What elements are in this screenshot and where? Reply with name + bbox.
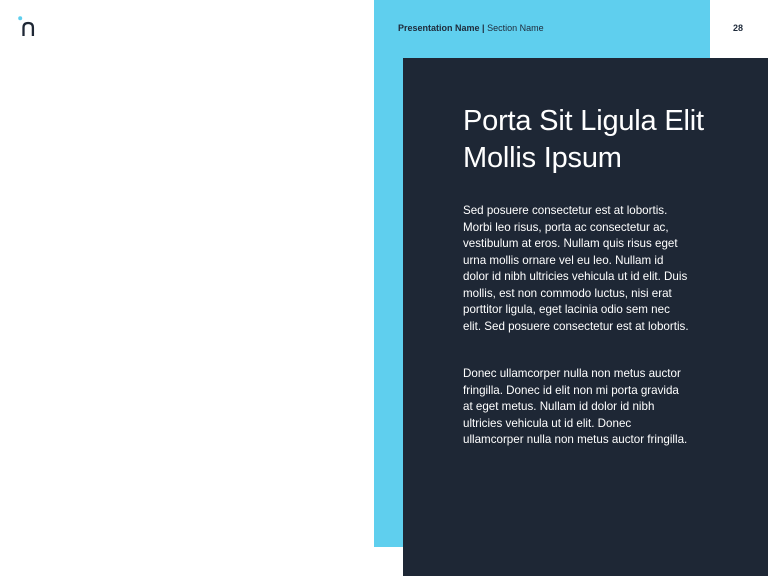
page-number: 28: [733, 23, 744, 33]
section-name: Section Name: [487, 23, 544, 33]
presentation-name: Presentation Name: [398, 23, 480, 33]
body-paragraph-1: Sed posuere consectetur est at lobortis. Morbi leo risus, porta ac consectetur ac, vestibulum at eros. Nullam quis risus eget urna mollis ornare vel eu leo. Nullam id dolor id nibh ultricies vehicula ut id elit. Duis mollis, est non commodo luctus, nisi erat porttitor ligula, eget lacinia odio sem nec elit. Sed posuere consectetur est at lobortis.: [463, 204, 689, 333]
slide-title: Porta Sit Ligula Elit Mollis Ipsum: [463, 105, 704, 174]
header-separator: |: [479, 23, 488, 33]
body-paragraph-2: Donec ullamcorper nulla non metus auctor fringilla. Donec id elit non mi porta gravida at eget metus. Nullam id dolor id nibh ultricies vehicula ut id elit. Donec ullamcorper nulla non metus auctor fringilla.: [463, 367, 688, 446]
slide-header: [398, 22, 544, 34]
n-logo-icon: [18, 16, 38, 38]
